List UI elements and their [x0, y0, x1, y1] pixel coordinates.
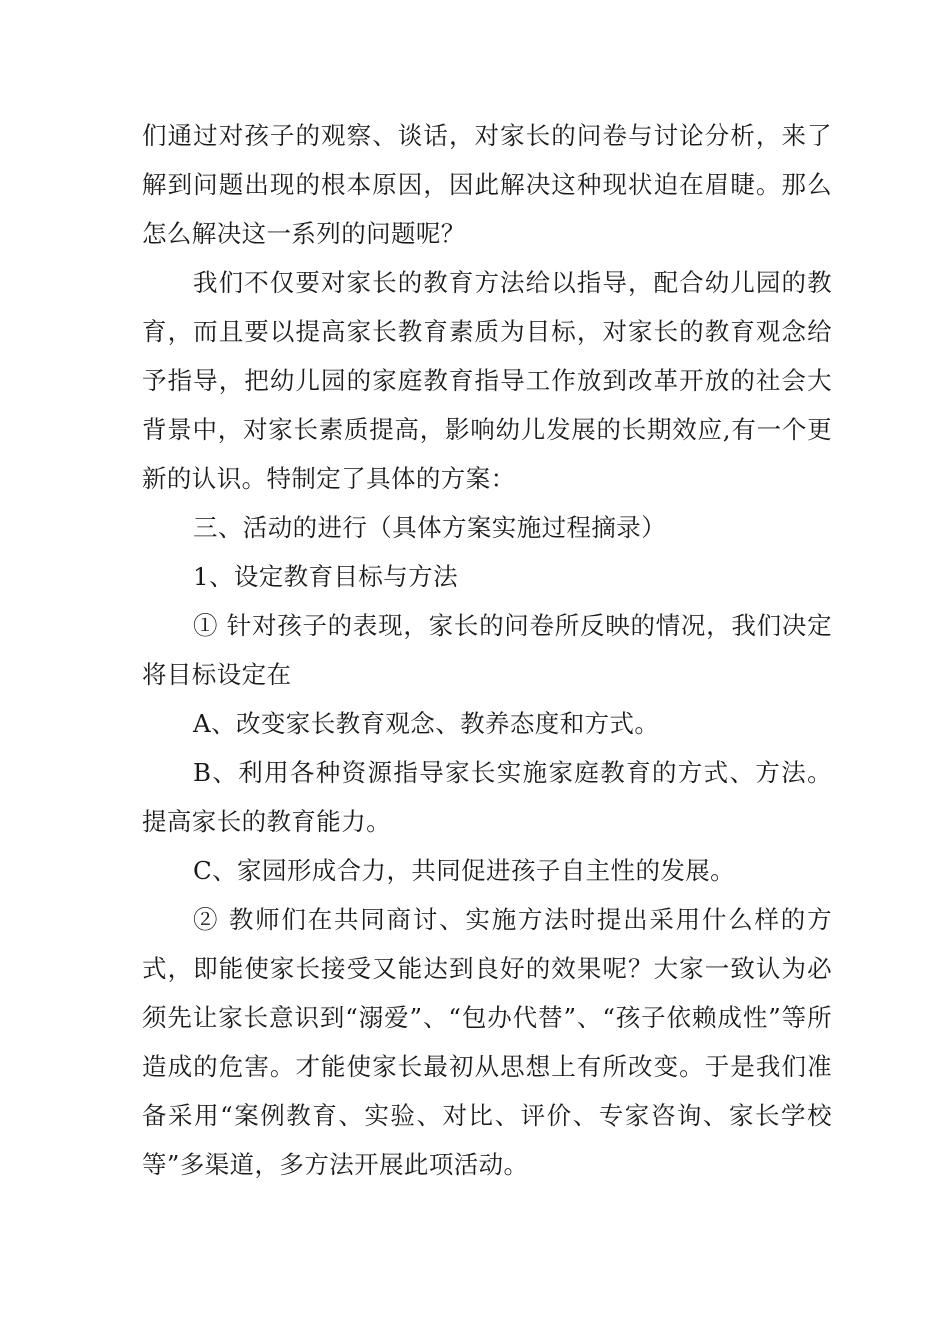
paragraph-goal-intro: ① 针对孩子的表现，家长的问卷所反映的情况，我们决定将目标设定在: [142, 611, 832, 689]
paragraph-continuation: 们通过对孩子的观察、谈话，对家长的问卷与讨论分析，来了解到问题出现的根本原因，因此解决这种现状迫在眉睫。那么怎么解决这一系列的问题呢？: [142, 121, 832, 248]
document-body: [142, 111, 832, 1189]
paragraph-methods: ② 教师们在共同商讨、实施方法时提出采用什么样的方式，即能使家长接受又能达到良好的效果呢？大家一致认为必须先让家长意识到“溺爱”、“包办代替”、“孩子依赖成性”等所造成的危害。才能使家长最初从思想上有所改变。于是我们准备采用“案例教育、实验、对比、评价、专家咨询、家长学校等”多渠道，多方法开展此项活动。: [142, 905, 832, 1179]
subsection-heading-goals: 1、设定教育目标与方法: [193, 562, 458, 591]
list-item-goal-b: B、利用各种资源指导家长实施家庭教育的方式、方法。提高家长的教育能力。: [142, 758, 832, 836]
section-heading-activity: 三、活动的进行（具体方案实施过程摘录）: [193, 513, 667, 542]
list-item-goal-c: C、家园形成合力，共同促进孩子自主性的发展。: [193, 856, 736, 885]
paragraph-guidance: 我们不仅要对家长的教育方法给以指导，配合幼儿园的教育，而且要以提高家长教育素质为目标，对家长的教育观念给予指导，把幼儿园的家庭教育指导工作放到改革开放的社会大背景中，对家长素质提高，影响幼儿发展的长期效应,有一个更新的认识。特制定了具体的方案：: [142, 268, 832, 493]
list-item-goal-a: A、改变家长教育观念、教养态度和方式。: [193, 709, 660, 738]
